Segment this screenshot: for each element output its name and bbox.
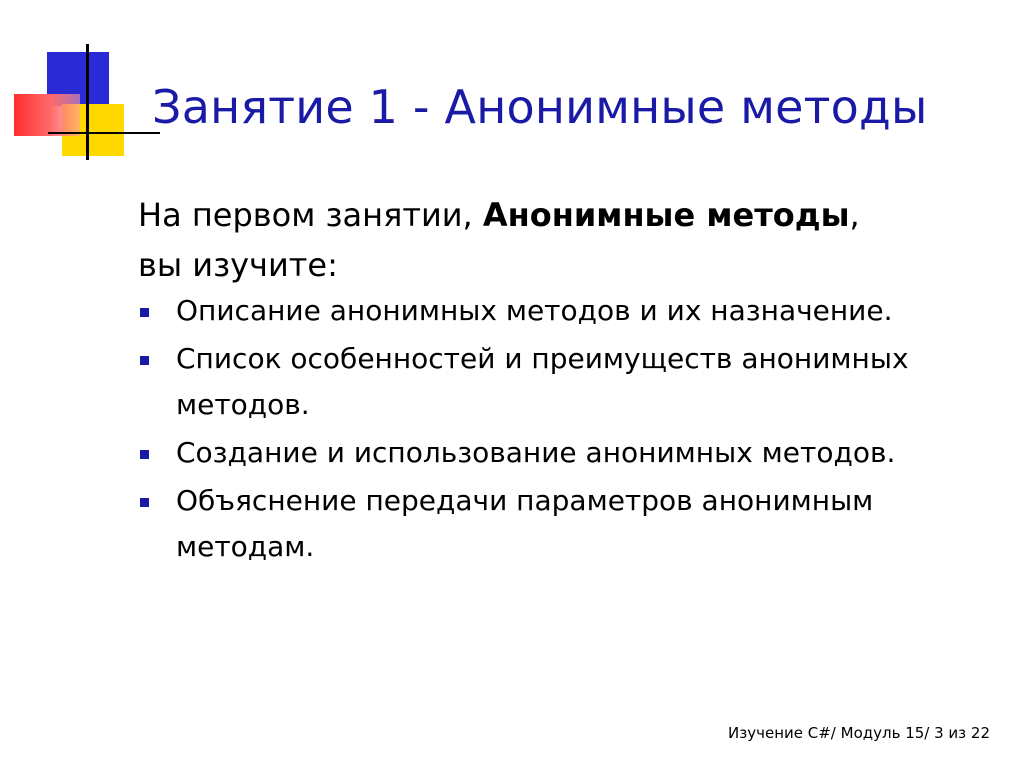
bullet-square-icon (140, 450, 149, 459)
bullet-square-icon (140, 308, 149, 317)
intro-line-1 (138, 190, 978, 240)
intro-start: На первом занятии, (138, 196, 483, 234)
slide-title: Занятие 1 - Анонимные методы (152, 80, 928, 134)
slide-footer: Изучение C#/ Модуль 15/ 3 из 22 (728, 724, 990, 742)
logo-horizontal-line (48, 132, 160, 134)
bullet-text: Создание и использование анонимных методов. (176, 436, 896, 469)
bullet-text: Объяснение передачи параметров анонимным методам. (176, 484, 874, 563)
decorative-logo (0, 0, 160, 180)
bullet-square-icon (140, 356, 149, 365)
bullet-item (138, 430, 988, 476)
bullet-item (138, 288, 988, 334)
bullet-item (138, 336, 988, 428)
intro-text (138, 190, 978, 290)
bullet-text: Список особенностей и преимуществ анонимных методов. (176, 342, 909, 421)
logo-vertical-line (86, 44, 89, 160)
bullet-text: Описание анонимных методов и их назначение. (176, 294, 893, 327)
logo-red-square (14, 94, 80, 136)
bullet-item (138, 478, 988, 570)
intro-end: , (849, 196, 860, 234)
intro-line-2: вы изучите: (138, 246, 338, 284)
intro-bold: Анонимные методы (482, 196, 850, 234)
bullet-list (138, 288, 988, 570)
bullet-square-icon (140, 498, 149, 507)
